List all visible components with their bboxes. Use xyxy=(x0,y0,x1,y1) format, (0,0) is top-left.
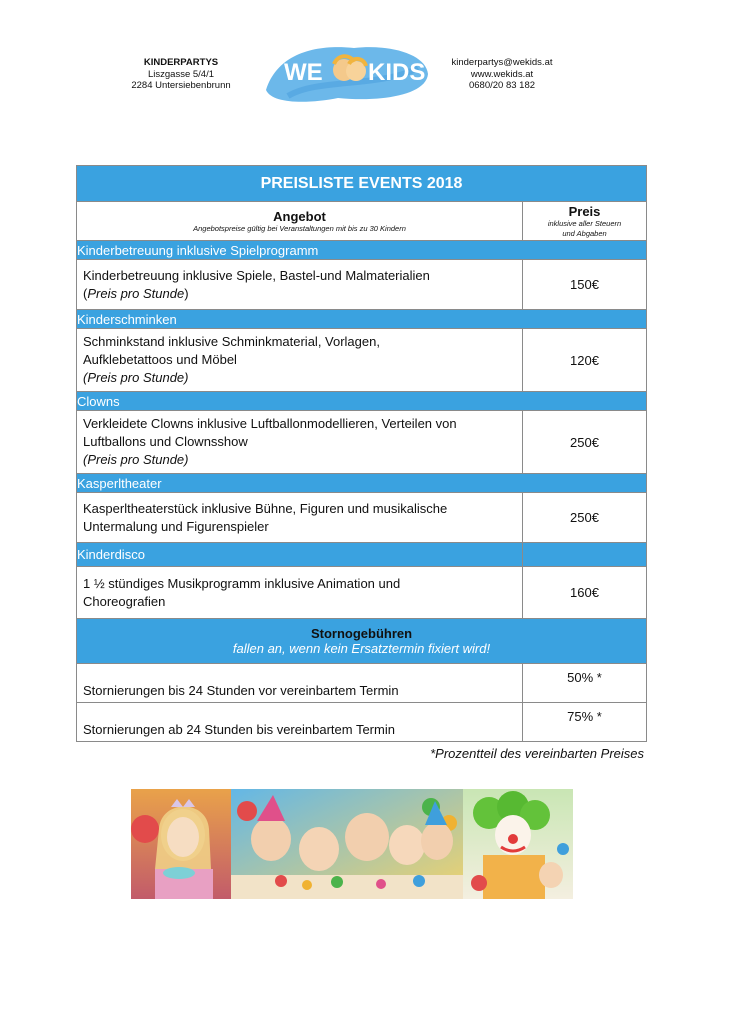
contact-web[interactable]: www.wekids.at xyxy=(470,68,534,80)
section-title: Kasperltheater xyxy=(77,474,647,493)
offer-price: 250€ xyxy=(523,411,647,474)
table-title: PREISLISTE EVENTS 2018 xyxy=(77,166,647,202)
offer-description: Schminkstand inklusive Schminkmaterial, Vorlagen, Aufklebetattoos und Möbel (Preis pro Stunde) xyxy=(77,329,523,392)
offer-description: Kasperltheaterstück inklusive Bühne, Figuren und musikalische Untermalung und Figurenspieler xyxy=(77,493,523,543)
column-offer-note: Angebotspreise gültig bei Veranstaltungen mit bis zu 30 Kindern xyxy=(193,223,406,233)
column-offer-header xyxy=(77,202,523,241)
section-header xyxy=(77,241,647,260)
party-photo-collage xyxy=(131,789,573,899)
company-city: 2284 Untersiebenbrunn xyxy=(131,80,231,91)
offer-price: 150€ xyxy=(523,260,647,310)
company-street: Liszgasse 5/4/1 xyxy=(147,68,214,80)
company-address xyxy=(118,57,244,92)
cancellation-header xyxy=(77,619,647,664)
section-header xyxy=(77,310,647,329)
cancellation-subtitle: fallen an, wenn kein Ersatztermin fixiert wird! xyxy=(232,641,491,656)
offer-description: Kinderbetreuung inklusive Spiele, Bastel-und Malmaterialien (Preis pro Stunde) xyxy=(77,260,523,310)
contact-phone: 0680/20 83 182 xyxy=(468,80,536,91)
section-title: Clowns xyxy=(77,392,647,411)
column-price-note-1: inklusive aller Steuern xyxy=(547,218,622,228)
contact-info xyxy=(438,57,566,92)
photo-children-group xyxy=(231,789,463,899)
section-title: Kinderbetreuung inklusive Spielprogramm xyxy=(77,241,647,260)
wekids-logo xyxy=(258,38,434,106)
company-name: KINDERPARTYS xyxy=(143,57,219,68)
cancellation-row xyxy=(77,703,647,742)
offer-price: 160€ xyxy=(523,567,647,619)
table-row xyxy=(77,260,647,310)
offer-description: 1 ½ stündiges Musikprogramm inklusive Animation und Choreografien xyxy=(77,567,523,619)
table-row xyxy=(77,329,647,392)
section-header xyxy=(77,392,647,411)
photo-princess-girl xyxy=(131,789,231,899)
table-row xyxy=(77,493,647,543)
svg-text:KIDS: KIDS xyxy=(368,59,426,86)
section-price-blank xyxy=(523,543,647,567)
column-price-header xyxy=(523,202,647,241)
offer-description: Verkleidete Clowns inklusive Luftballonmodellieren, Verteilen von Luftballons und Clownsshow (Preis pro Stunde) xyxy=(77,411,523,474)
section-header xyxy=(77,543,647,567)
offer-price: 120€ xyxy=(523,329,647,392)
photo-clown xyxy=(463,789,573,899)
offer-price: 250€ xyxy=(523,493,647,543)
svg-text:WE: WE xyxy=(284,59,323,86)
cancellation-label: Stornierungen ab 24 Stunden bis vereinbartem Termin xyxy=(77,703,523,742)
column-price-note-2: und Abgaben xyxy=(562,228,607,238)
footnote: *Prozentteil des vereinbarten Preises xyxy=(430,746,644,761)
price-table xyxy=(76,165,647,742)
column-price-label: Preis xyxy=(568,203,601,219)
cancellation-row xyxy=(77,664,647,703)
cancellation-title: Stornogebühren xyxy=(310,626,413,641)
table-row xyxy=(77,411,647,474)
section-title: Kinderdisco xyxy=(77,543,523,567)
contact-email[interactable]: kinderpartys@wekids.at xyxy=(451,57,553,68)
column-offer-label: Angebot xyxy=(273,208,326,224)
section-header xyxy=(77,474,647,493)
cancellation-fee: 50% * xyxy=(523,664,647,703)
cancellation-fee: 75% * xyxy=(523,703,647,742)
table-row xyxy=(77,567,647,619)
cancellation-label: Stornierungen bis 24 Stunden vor vereinbartem Termin xyxy=(77,664,523,703)
section-title: Kinderschminken xyxy=(77,310,647,329)
